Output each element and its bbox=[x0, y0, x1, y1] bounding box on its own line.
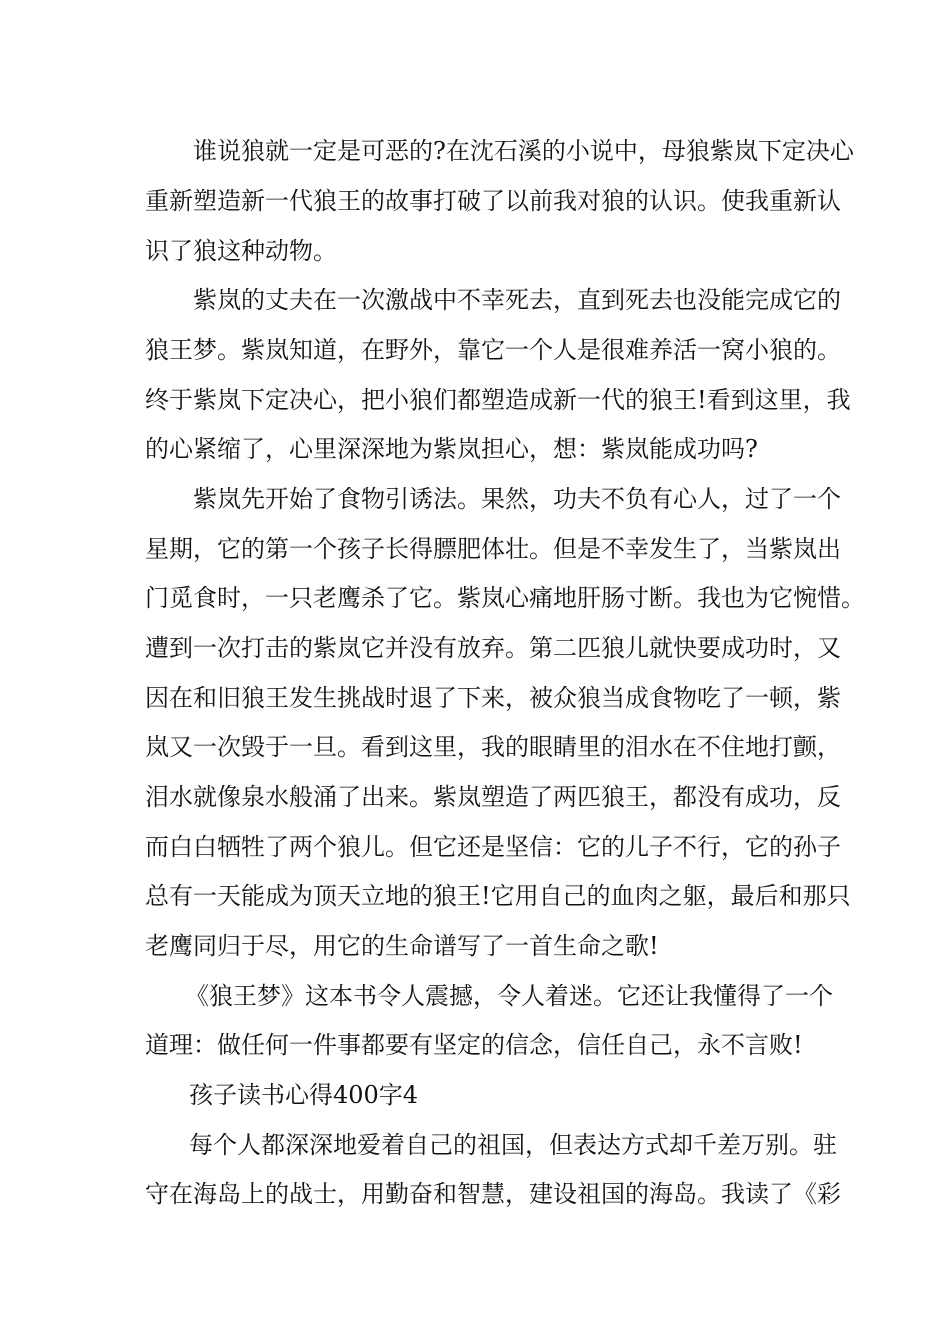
text-line bbox=[0, 1125, 950, 1165]
section-heading bbox=[0, 1075, 950, 1115]
section-heading-text: 孩子读书心得400字4 bbox=[189, 1081, 419, 1109]
text-line-content: 岚又一次毁于一旦。看到这里，我的眼睛里的泪水在不住地打颤， bbox=[145, 733, 841, 761]
text-line-content: 识了狼这种动物。 bbox=[145, 237, 337, 265]
text-line-content: 总有一天能成为顶天立地的狼王!它用自己的血肉之躯，最后和那只 bbox=[145, 882, 851, 910]
text-line-content: 紫岚先开始了食物引诱法。果然，功夫不负有心人，过了一个 bbox=[193, 485, 841, 513]
text-line-content: 狼王梦。紫岚知道，在野外，靠它一个人是很难养活一窝小狼的。 bbox=[145, 336, 841, 364]
text-line bbox=[0, 628, 950, 668]
text-line bbox=[0, 479, 950, 519]
text-line-content: 遭到一次打击的紫岚它并没有放弃。第二匹狼儿就快要成功时，又 bbox=[145, 634, 841, 662]
text-line bbox=[0, 429, 950, 469]
text-line bbox=[0, 678, 950, 718]
text-line-content: 重新塑造新一代狼王的故事打破了以前我对狼的认识。使我重新认 bbox=[145, 187, 841, 215]
text-line-content: 《狼王梦》这本书令人震撼，令人着迷。它还让我懂得了一个 bbox=[185, 982, 833, 1010]
text-line-content: 的心紧缩了，心里深深地为紫岚担心，想：紫岚能成功吗? bbox=[145, 435, 758, 463]
text-line bbox=[0, 380, 950, 420]
text-line-content: 道理：做任何一件事都要有坚定的信念，信任自己，永不言败! bbox=[145, 1031, 803, 1059]
text-line-content: 老鹰同归于尽，用它的生命谱写了一首生命之歌! bbox=[145, 932, 659, 960]
text-line bbox=[0, 231, 950, 271]
text-line bbox=[0, 181, 950, 221]
text-line-content: 守在海岛上的战士，用勤奋和智慧，建设祖国的海岛。我读了《彩 bbox=[145, 1180, 841, 1208]
text-line bbox=[0, 330, 950, 370]
text-line-content: 因在和旧狼王发生挑战时退了下来，被众狼当成食物吃了一顿，紫 bbox=[145, 684, 841, 712]
text-line bbox=[0, 926, 950, 966]
text-line bbox=[0, 827, 950, 867]
text-line bbox=[0, 976, 950, 1016]
text-line bbox=[0, 1174, 950, 1214]
text-line-content: 每个人都深深地爱着自己的祖国，但表达方式却千差万别。驻 bbox=[189, 1131, 837, 1159]
text-line bbox=[0, 131, 950, 171]
text-line bbox=[0, 529, 950, 569]
text-line-content: 泪水就像泉水般涌了出来。紫岚塑造了两匹狼王，都没有成功，反 bbox=[145, 783, 841, 811]
text-line-content: 谁说狼就一定是可恶的?在沈石溪的小说中，母狼紫岚下定决心 bbox=[193, 137, 854, 165]
text-line bbox=[0, 777, 950, 817]
text-line bbox=[0, 876, 950, 916]
text-line-content: 星期，它的第一个孩子长得膘肥体壮。但是不幸发生了，当紫岚出 bbox=[145, 535, 841, 563]
text-line-content: 门觅食时，一只老鹰杀了它。紫岚心痛地肝肠寸断。我也为它惋惜。 bbox=[145, 584, 865, 612]
text-line bbox=[0, 578, 950, 618]
text-line bbox=[0, 280, 950, 320]
text-line-content: 而白白牺牲了两个狼儿。但它还是坚信：它的儿子不行，它的孙子 bbox=[145, 833, 841, 861]
text-line-content: 终于紫岚下定决心，把小狼们都塑造成新一代的狼王!看到这里，我 bbox=[145, 386, 851, 414]
text-line-content: 紫岚的丈夫在一次激战中不幸死去，直到死去也没能完成它的 bbox=[193, 286, 841, 314]
text-line bbox=[0, 727, 950, 767]
text-line bbox=[0, 1025, 950, 1065]
